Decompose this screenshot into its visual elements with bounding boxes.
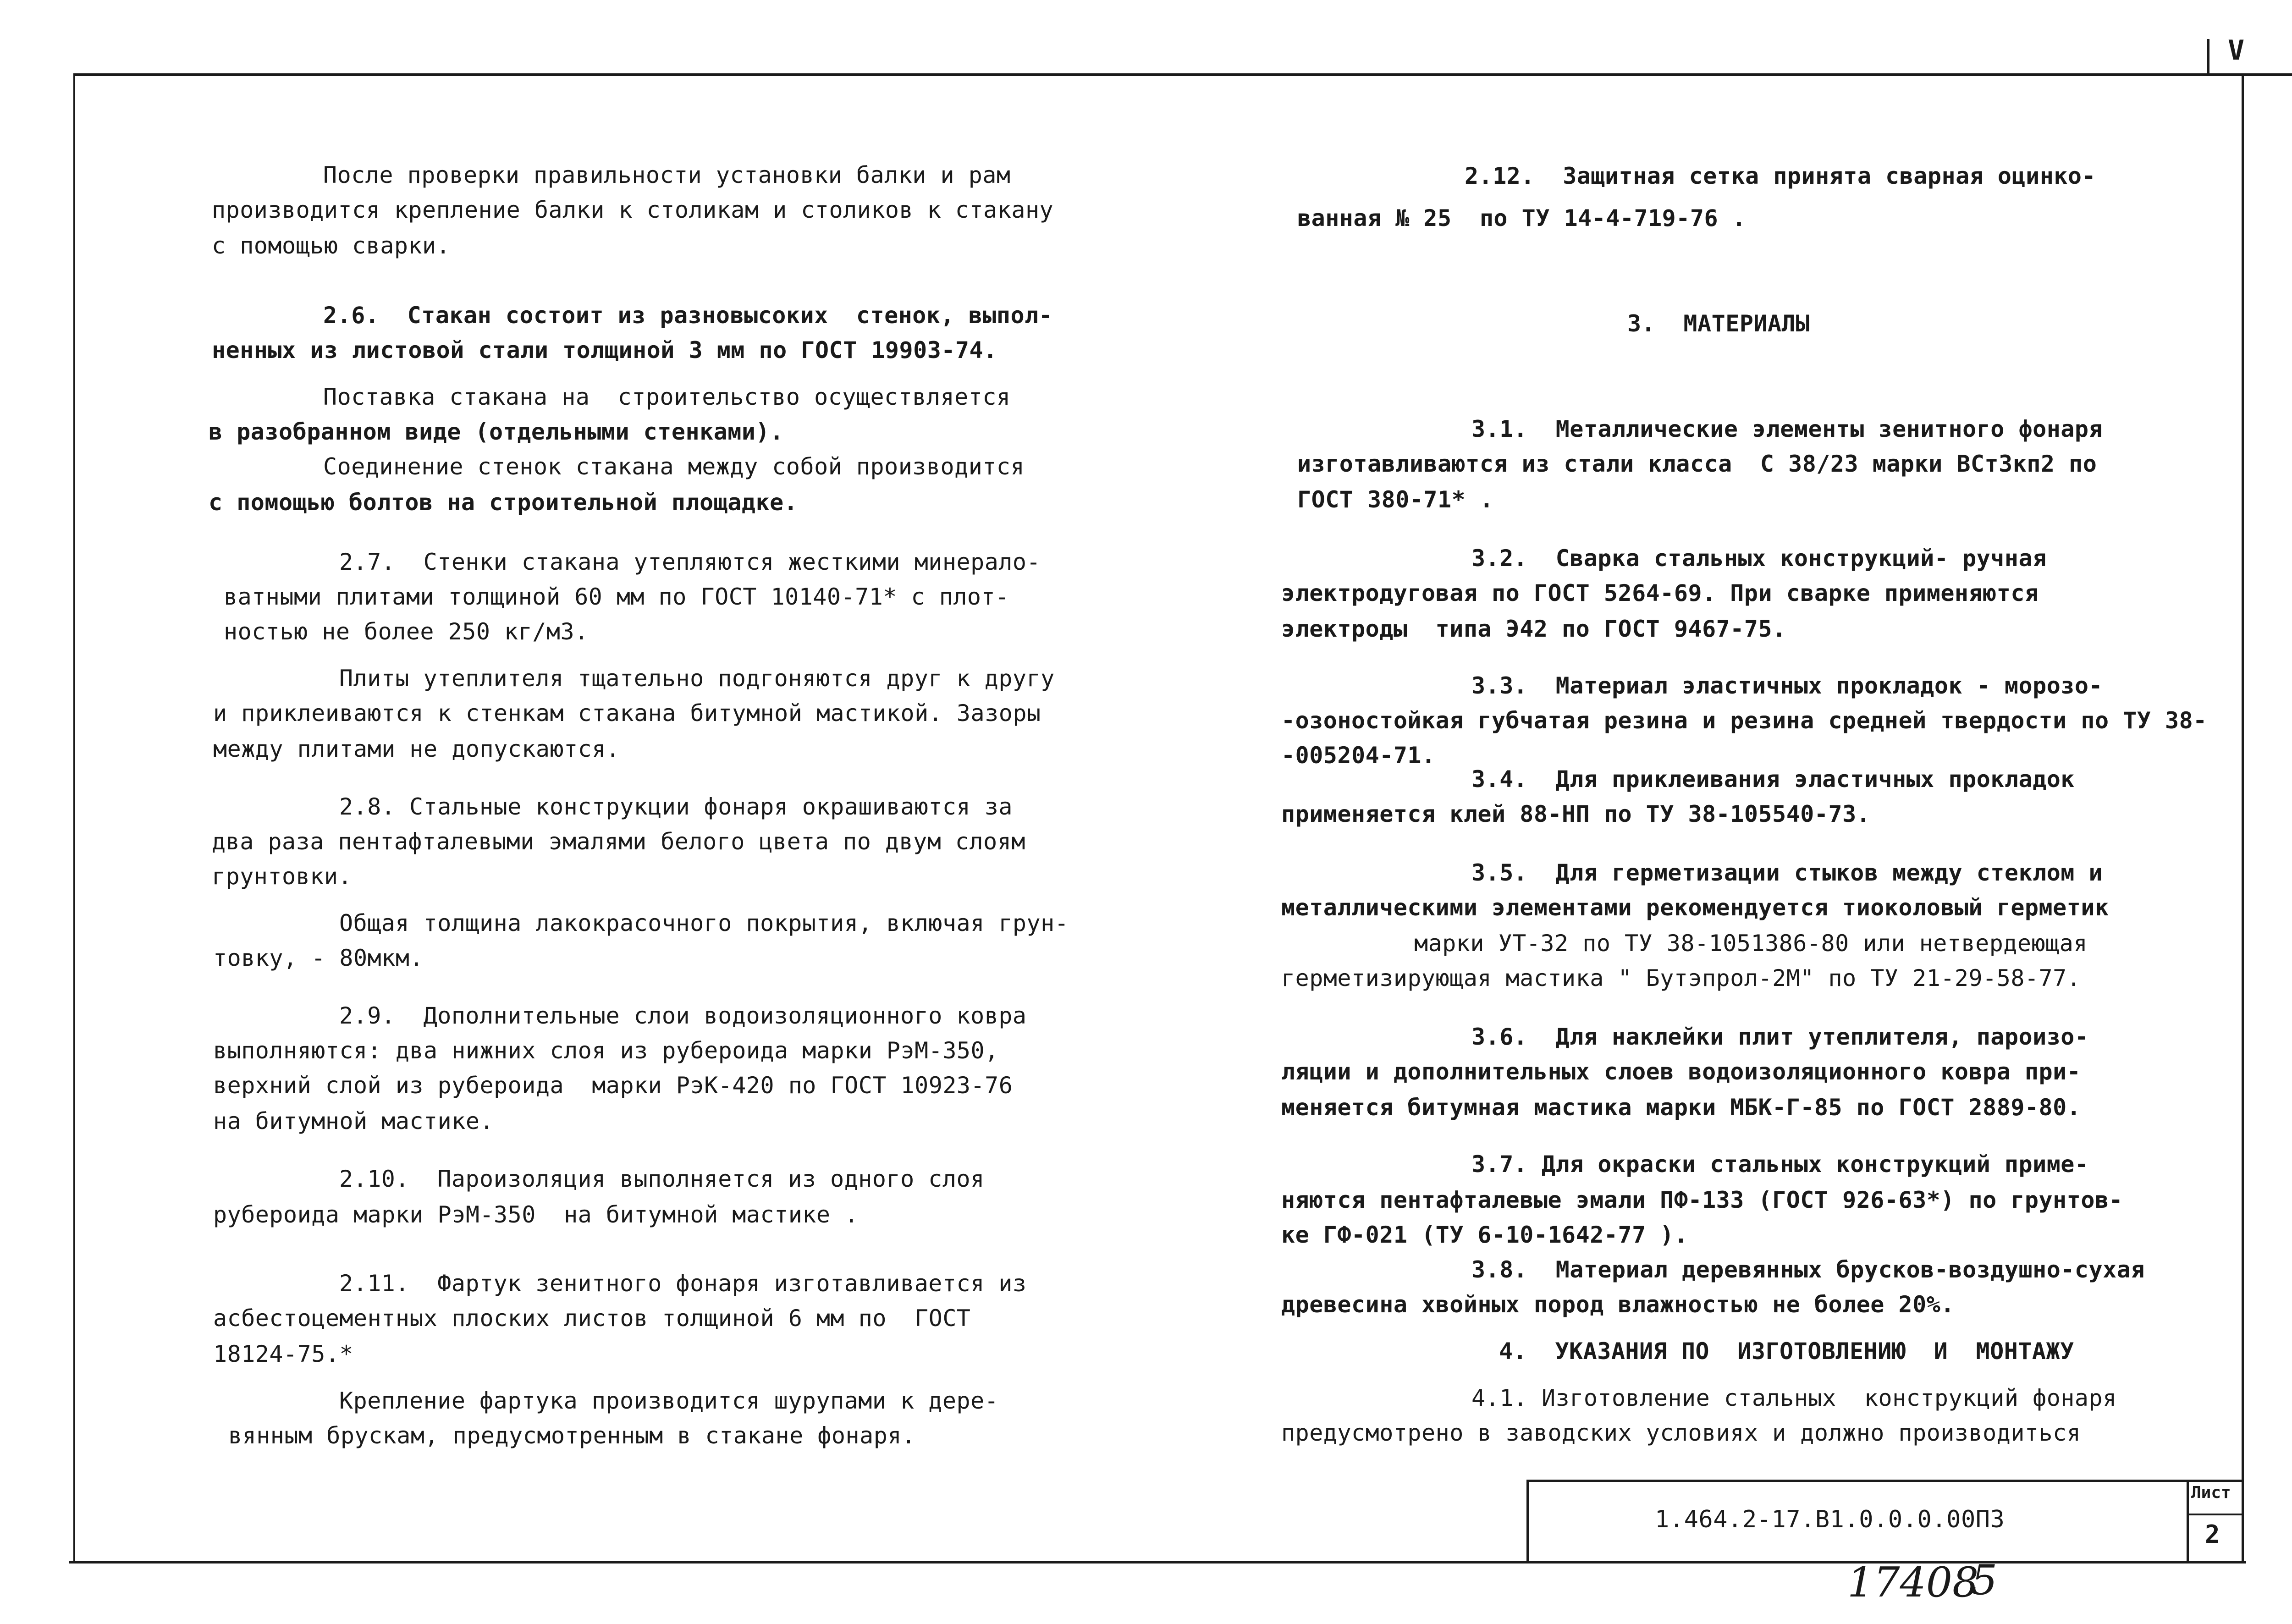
text-line: марки УТ-32 по ТУ 38-1051386-80 или нетвердеющая	[1414, 930, 2088, 957]
text-line: герметизирующая мастика " Бутэпрол-2М" по ТУ 21-29-58-77.	[1281, 965, 2081, 991]
text-line: два раза пентафталевыми эмалями белого цвета по двум слоям	[212, 828, 1025, 855]
text-line: 2.10. Пароизоляция выполняется из одного слоя	[339, 1166, 985, 1192]
stamp-left-line	[1526, 1480, 1529, 1562]
text-line: После проверки правильности установки балки и рам	[323, 162, 1011, 188]
text-line: 3.7. Для окраски стальных конструкций приме-	[1471, 1151, 2089, 1178]
text-line: между плитами не допускаются.	[213, 736, 620, 762]
text-line: электроды типа Э42 по ГОСТ 9467-75.	[1281, 616, 1786, 642]
text-line: ностью не более 250 кг/м3.	[224, 618, 589, 645]
text-line: Крепление фартука производится шурупами к дере-	[339, 1387, 999, 1414]
text-line: ванная № 25 по ТУ 14-4-719-76 .	[1297, 205, 1747, 231]
text-line: на битумной мастике.	[213, 1108, 494, 1134]
right-border	[2242, 76, 2244, 1563]
corner-tick	[2207, 39, 2209, 76]
text-line: 3.1. Металлические элементы зенитного фонаря	[1471, 416, 2103, 442]
text-line: 3.6. Для наклейки плит утеплителя, пароизо-	[1471, 1024, 2089, 1050]
text-line: товку, - 80мкм.	[213, 945, 424, 971]
text-line: 3.8. Материал деревянных брусков-воздушно-сухая	[1471, 1256, 2145, 1283]
text-line: изготавливаются из стали класса С 38/23 марки ВСт3кп2 по	[1297, 451, 2097, 477]
sheet-number: 2	[2205, 1520, 2220, 1549]
text-line: 18124-75.*	[213, 1341, 354, 1367]
left-border	[73, 76, 75, 1563]
document-code: 1.464.2-17.В1.0.0.0.00ПЗ	[1655, 1506, 2005, 1533]
text-line: ватными плитами толщиной 60 мм по ГОСТ 10140-71* с плот-	[224, 584, 1009, 610]
text-line: Общая толщина лакокрасочного покрытия, включая грун-	[339, 910, 1069, 936]
text-line: -005204-71.	[1281, 742, 1436, 769]
text-line: и приклеиваются к стенкам стакана битумной мастикой. Зазоры	[213, 700, 1041, 727]
text-line: ляции и дополнительных слоев водоизоляционного ковра при-	[1281, 1058, 2081, 1085]
stamp-top-line	[1526, 1480, 2244, 1482]
text-line: 2.8. Стальные конструкции фонаря окрашиваются за	[339, 793, 1013, 820]
text-line: -озоностойкая губчатая резина и резина средней твердости по ТУ 38-	[1281, 707, 2207, 734]
text-line: в разобранном виде (отдельными стенками).	[209, 418, 784, 445]
text-line: Соединение стенок стакана между собой производится	[323, 453, 1025, 480]
top-border	[73, 73, 2292, 76]
text-line: Плиты утеплителя тщательно подгоняются друг к другу	[339, 665, 1055, 692]
text-line: выполняются: два нижних слоя из рубероида марки РэМ-350,	[213, 1037, 999, 1064]
text-line: меняется битумная мастика марки МБК-Г-85 по ГОСТ 2889-80.	[1281, 1094, 2081, 1121]
text-line: 3.5. Для герметизации стыков между стеклом и	[1471, 859, 2103, 886]
text-line: с помощью болтов на строительной площадке.	[209, 489, 798, 516]
text-line: рубероида марки РэМ-350 на битумной мастике .	[213, 1201, 859, 1228]
text-line: 2.7. Стенки стакана утепляются жесткими минерало-	[339, 549, 1041, 575]
section-heading: 3. МАТЕРИАЛЫ	[1627, 310, 1810, 337]
text-line: 2.12. Защитная сетка принята сварная оцинко-	[1465, 163, 2096, 189]
text-line: няются пентафталевые эмали ПФ-133 (ГОСТ 926-63*) по грунтов-	[1281, 1187, 2123, 1213]
text-line: вянным брускам, предусмотренным в стакане фонаря.	[228, 1422, 916, 1449]
stamp-divider	[2187, 1480, 2189, 1562]
text-line: электродуговая по ГОСТ 5264-69. При сварке применяются	[1281, 580, 2039, 606]
text-line: металлическими элементами рекомендуется тиоколовый герметик	[1281, 894, 2109, 921]
stamp-sheet-line	[2187, 1514, 2244, 1515]
text-line: с помощью сварки.	[212, 232, 451, 259]
text-line: 3.3. Материал эластичных прокладок - морозо-	[1471, 672, 2103, 699]
text-line: верхний слой из рубероида марки РэК-420 по ГОСТ 10923-76	[213, 1072, 1013, 1099]
text-line: 3.2. Сварка стальных конструкций- ручная	[1471, 545, 2047, 572]
handwritten-page: 5	[1971, 1556, 1998, 1604]
sheet-label: Лист	[2191, 1483, 2231, 1502]
text-line: производится крепление балки к столикам и столиков к стакану	[212, 197, 1054, 223]
corner-mark: V	[2228, 34, 2245, 66]
text-line: 2.6. Стакан состоит из разновысоких стенок, выпол-	[323, 302, 1053, 329]
section-heading: 4. УКАЗАНИЯ ПО ИЗГОТОВЛЕНИЮ И МОНТАЖУ	[1499, 1338, 2074, 1365]
text-line: 3.4. Для приклеивания эластичных прокладок	[1471, 766, 2075, 793]
handwritten-number: 17408	[1847, 1558, 1979, 1607]
text-line: ГОСТ 380-71* .	[1297, 486, 1494, 513]
text-line: асбестоцементных плоских листов толщиной 6 мм по ГОСТ	[213, 1305, 971, 1332]
text-line: древесина хвойных пород влажностью не более 20%.	[1281, 1291, 1955, 1318]
text-line: применяется клей 88-НП по ТУ 38-105540-73.	[1281, 801, 1871, 827]
text-line: ке ГФ-021 (ТУ 6-10-1642-77 ).	[1281, 1222, 1688, 1248]
text-line: Поставка стакана на строительство осуществляется	[323, 384, 1011, 410]
text-line: 2.11. Фартук зенитного фонаря изготавливается из	[339, 1270, 1027, 1297]
text-line: ненных из листовой стали толщиной 3 мм по ГОСТ 19903-74.	[212, 337, 997, 363]
text-line: 2.9. Дополнительные слои водоизоляционного ковра	[339, 1002, 1027, 1029]
text-line: грунтовки.	[212, 863, 353, 890]
text-line: предусмотрено в заводских условиях и должно производиться	[1281, 1420, 2081, 1446]
text-line: 4.1. Изготовление стальных конструкций фонаря	[1471, 1385, 2117, 1411]
